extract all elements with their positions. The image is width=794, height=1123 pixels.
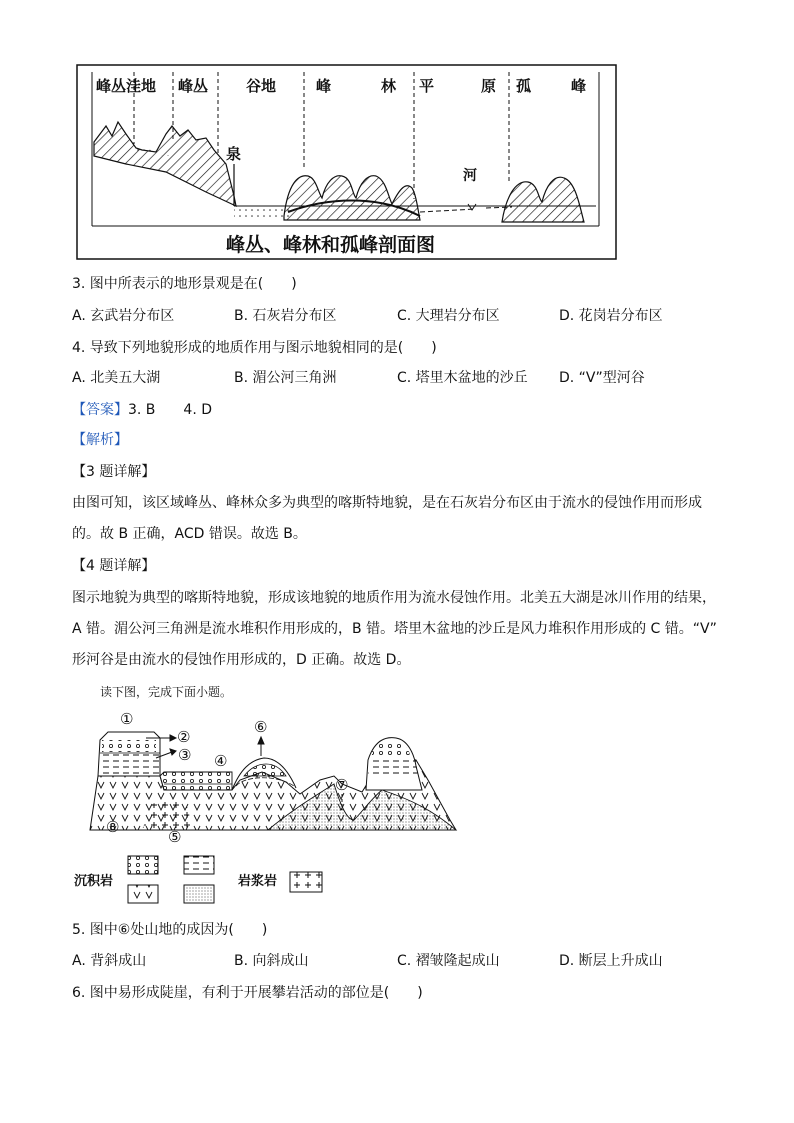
q4-detail-line-3: 形河谷是由流水的侵蚀作用形成的，D 正确。故选 D。: [72, 652, 411, 668]
label-feng: 峰: [316, 77, 332, 95]
q6-stem: 6. 图中易形成陡崖，有利于开展攀岩活动的部位是( ): [72, 985, 423, 1001]
q4-option-d[interactable]: D. “V”型河谷: [559, 370, 645, 386]
q3-detail-line-2: 的。故 B 正确，ACD 错误。故选 B。: [72, 526, 307, 542]
marker-5: ⑤: [168, 828, 182, 846]
q3-detail-heading: 【3 题详解】: [72, 464, 156, 480]
legend-sedimentary-label: 沉积岩: [74, 874, 114, 889]
q3-option-d[interactable]: D. 花岗岩分布区: [559, 308, 663, 324]
label-gudi: 谷地: [246, 77, 277, 95]
label-yuan: 原: [481, 77, 497, 95]
answer-text: 3. B 4. D: [128, 402, 212, 418]
marker-1: ①: [120, 710, 134, 728]
label-ping: 平: [419, 77, 435, 95]
q4-option-b[interactable]: B. 湄公河三角洲: [234, 370, 337, 386]
marker-2: ②: [177, 728, 191, 746]
q3-option-b[interactable]: B. 石灰岩分布区: [234, 308, 337, 324]
karst-profile-figure: [76, 64, 617, 260]
q4-option-a[interactable]: A. 北美五大湖: [72, 370, 161, 386]
legend-magmatic-label: 岩浆岩: [238, 874, 278, 889]
q5-option-b[interactable]: B. 向斜成山: [234, 953, 309, 969]
label-spring: 泉: [226, 145, 242, 163]
marker-3: ③: [178, 746, 192, 764]
marker-4: ④: [214, 752, 228, 770]
q4-detail-line-2: A 错。湄公河三角洲是流水堆积作用形成的，B 错。塔里木盆地的沙丘是风力堆积作用形成的 C 错。“V”: [72, 621, 717, 637]
q5-option-c[interactable]: C. 褶皱隆起成山: [397, 953, 500, 969]
label-lin: 林: [381, 77, 397, 95]
label-river: 河: [463, 168, 477, 184]
analysis-label: 【解析】: [72, 432, 128, 448]
marker-8: ⑧: [106, 818, 120, 836]
figure2-instruction: 读下图，完成下面小题。: [100, 685, 233, 699]
q4-option-c[interactable]: C. 塔里木盆地的沙丘: [397, 370, 528, 386]
geologic-section-figure: [72, 680, 472, 906]
q4-detail-heading: 【4 题详解】: [72, 558, 156, 574]
q5-stem: 5. 图中⑥处山地的成因为( ): [72, 922, 268, 938]
q5-option-d[interactable]: D. 断层上升成山: [559, 953, 663, 969]
label-fengcong-wadi: 峰丛洼地: [96, 77, 157, 95]
q4-detail-line-1: 图示地貌为典型的喀斯特地貌，形成该地貌的地质作用为流水侵蚀作用。北美五大湖是冰川作用的结果，: [72, 590, 716, 606]
figure1-caption: 峰丛、峰林和孤峰剖面图: [226, 234, 436, 256]
label-feng2: 峰: [571, 77, 587, 95]
marker-7: ⑦: [335, 776, 349, 794]
q5-option-a[interactable]: A. 背斜成山: [72, 953, 147, 969]
label-gu: 孤: [516, 77, 532, 95]
q4-stem: 4. 导致下列地貌形成的地质作用与图示地貌相同的是( ): [72, 340, 437, 356]
q3-detail-line-1: 由图可知，该区域峰丛、峰林众多为典型的喀斯特地貌，是在石灰岩分布区由于流水的侵蚀作用而形成: [72, 495, 702, 511]
q3-stem: 3. 图中所表示的地形景观是在( ): [72, 276, 297, 292]
label-fengcong: 峰丛: [178, 77, 209, 95]
answer-line: [72, 400, 212, 420]
answer-label: 【答案】: [72, 402, 128, 418]
q3-option-c[interactable]: C. 大理岩分布区: [397, 308, 500, 324]
marker-6: ⑥: [254, 718, 268, 736]
q3-option-a[interactable]: A. 玄武岩分布区: [72, 308, 175, 324]
